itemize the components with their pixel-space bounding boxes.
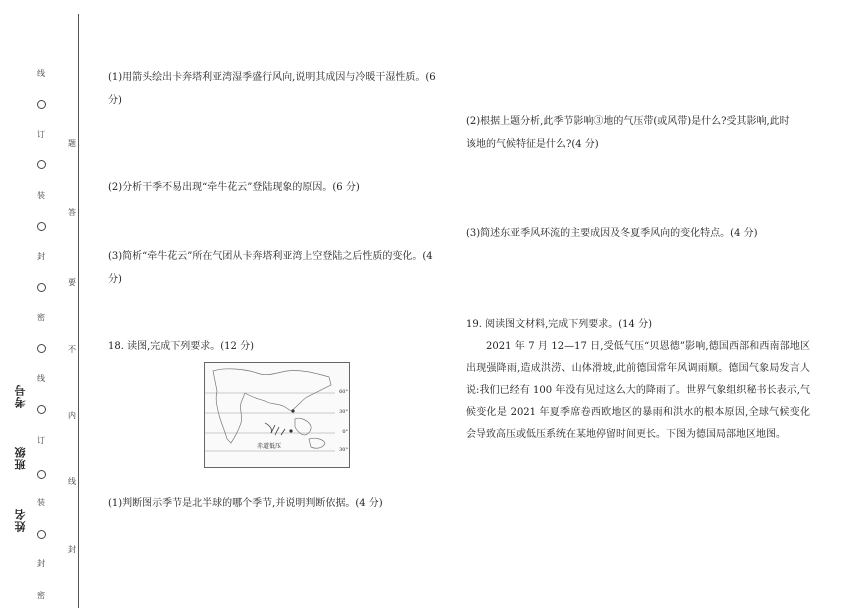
question-17-1: (1)用箭头绘出卡奔塔利亚湾湿季盛行风向,说明其成因与冷暖干湿性质。(6: [108, 72, 436, 83]
seal-char: 装: [37, 191, 45, 200]
warning-char: 答: [68, 208, 76, 217]
question-18-2: (2)根据上题分析,此季节影响③地的气压带(或风带)是什么?受其影响,此时: [466, 116, 790, 127]
circle-icon: [37, 283, 46, 292]
question-19-passage: 2021 年 7 月 12—17 日,受低气压“贝恩德”影响,德国西部和西南部地区出现强降雨,造成洪涝、山体滑坡,此前德国常年风调雨顺。德国气象局发言人说:我们已经有 100 年没有见过这么大的降雨了。世界气象组织秘书长表示,气候变化是 2021 年夏季席卷西欧地区的暴雨和洪水的根本原因,全球气候变化会导致高压或低压系统在某地停留时间更长。下图为德国局部地区地图。: [466, 341, 810, 440]
warning-char: 题: [68, 139, 76, 148]
circle-icon: [37, 344, 46, 353]
seal-char: 封: [37, 252, 45, 261]
warning-char: 要: [68, 278, 76, 287]
question-17-2: (2)分析干季不易出现“牵牛花云”登陆现象的原因。(6 分): [108, 182, 360, 193]
circle-icon: [37, 530, 46, 539]
seal-char: 线: [37, 69, 45, 78]
question-19: 19. 阅读图文材料,完成下列要求。(14 分): [466, 319, 652, 330]
warning-char: 内: [68, 411, 76, 420]
lat-label-30s: 30°: [339, 447, 348, 453]
class-label: 班级: [14, 446, 27, 470]
seal-char: 订: [37, 130, 45, 139]
question-18-3: (3)简述东亚季风环流的主要成因及冬夏季风向的变化特点。(4 分): [466, 228, 758, 239]
name-label: 姓名: [14, 508, 27, 532]
world-map: [204, 362, 350, 468]
circle-icon: [37, 160, 46, 169]
question-18: 18. 读图,完成下列要求。(12 分): [108, 341, 254, 352]
warning-char: 不: [68, 345, 76, 354]
seal-char: 密: [37, 313, 45, 322]
question-17-1-cont: 分): [108, 95, 122, 106]
circle-icon: [37, 405, 46, 414]
map-region-label: 赤道低压: [257, 443, 282, 450]
binding-margin: [0, 0, 80, 608]
circle-icon: [37, 470, 46, 479]
circle-icon: [37, 100, 46, 109]
seal-char: 装: [37, 498, 45, 507]
warning-char: 线: [68, 477, 76, 486]
exam-no-label: 考号: [14, 384, 27, 408]
question-17-3: (3)简析“牵牛花云”所在气团从卡奔塔利亚湾上空登陆之后性质的变化。(4: [108, 251, 433, 262]
seal-char: 订: [37, 436, 45, 445]
seal-char: 线: [37, 374, 45, 383]
binding-line: [78, 14, 79, 608]
seal-char: 密: [37, 591, 45, 600]
warning-char: 封: [68, 545, 76, 554]
question-17-3-cont: 分): [108, 274, 122, 285]
lat-label-60: 60°: [339, 389, 348, 395]
question-18-1: (1)判断图示季节是北半球的哪个季节,并说明判断依据。(4 分): [108, 498, 383, 509]
lat-label-30: 30°: [339, 409, 348, 415]
circle-icon: [37, 222, 46, 231]
seal-char: 封: [37, 559, 45, 568]
lat-label-0: 0°: [342, 429, 348, 435]
question-18-2-cont: 该地的气候特征是什么?(4 分): [466, 139, 599, 150]
